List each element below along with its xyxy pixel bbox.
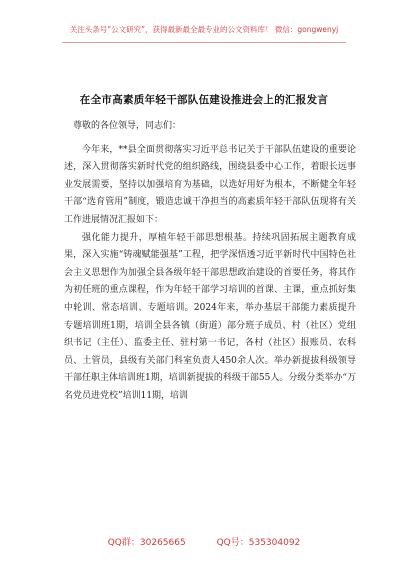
qq-group: QQ群：30265665 bbox=[107, 538, 186, 548]
paragraph: 强化能力提升，厚植年轻干部思想根基。持续巩固拓展主题教育成果，深入实施“铸魂赋能强基”工程，把学深悟透习近平新时代中国特色社会主义思想作为加强全县各级年轻干部思想政治建设的首要任务，将其作为初任班的重点课程，作为年轻干部学习培训的首课、主课，重点抓好集中轮训、常态培训、专题培训。2024年来，举办基层干部能力素质提升专题培训班1期，培训全县各镇（街道）部分班子成员、村（社区）党组织书记（主任）、监委主任、驻村第一书记，各村（社区）报账员、农科员、土管员，县级有关部门科室负责人450余人次。举办新提拔科级领导干部任职主体培训班1期，培训新提拔的科级干部55人。分级分类举办“万名党员进党校”培训11期，培训 bbox=[64, 232, 356, 401]
document-body bbox=[64, 118, 356, 406]
header-note: 关注头条号“公文研究”，获得最新最全最专业的公文资料库！ 微信：gongwenyj bbox=[69, 25, 339, 34]
document-title: 在全市高素质年轻干部队伍建设推进会上的汇报发言 bbox=[79, 94, 329, 106]
qq-number: QQ号：535304092 bbox=[216, 538, 301, 548]
footer-contact bbox=[0, 535, 408, 548]
header-divider bbox=[62, 42, 346, 43]
salutation: 尊敬的各位领导，同志们： bbox=[73, 121, 182, 131]
paragraph: 今年来，**县全面贯彻落实习近平总书记关于干部队伍建设的重要论述，深入贯彻落实新时代党的组织路线，围绕县委中心工作，着眼长远事业发展需要，坚持以加强培育为基础，以选好用好为根本，不断健全年轻干部“选育管用”制度，锻造忠诚干净担当的高素质年轻干部队伍现将有关工作进展情况汇报如下： bbox=[64, 144, 356, 225]
